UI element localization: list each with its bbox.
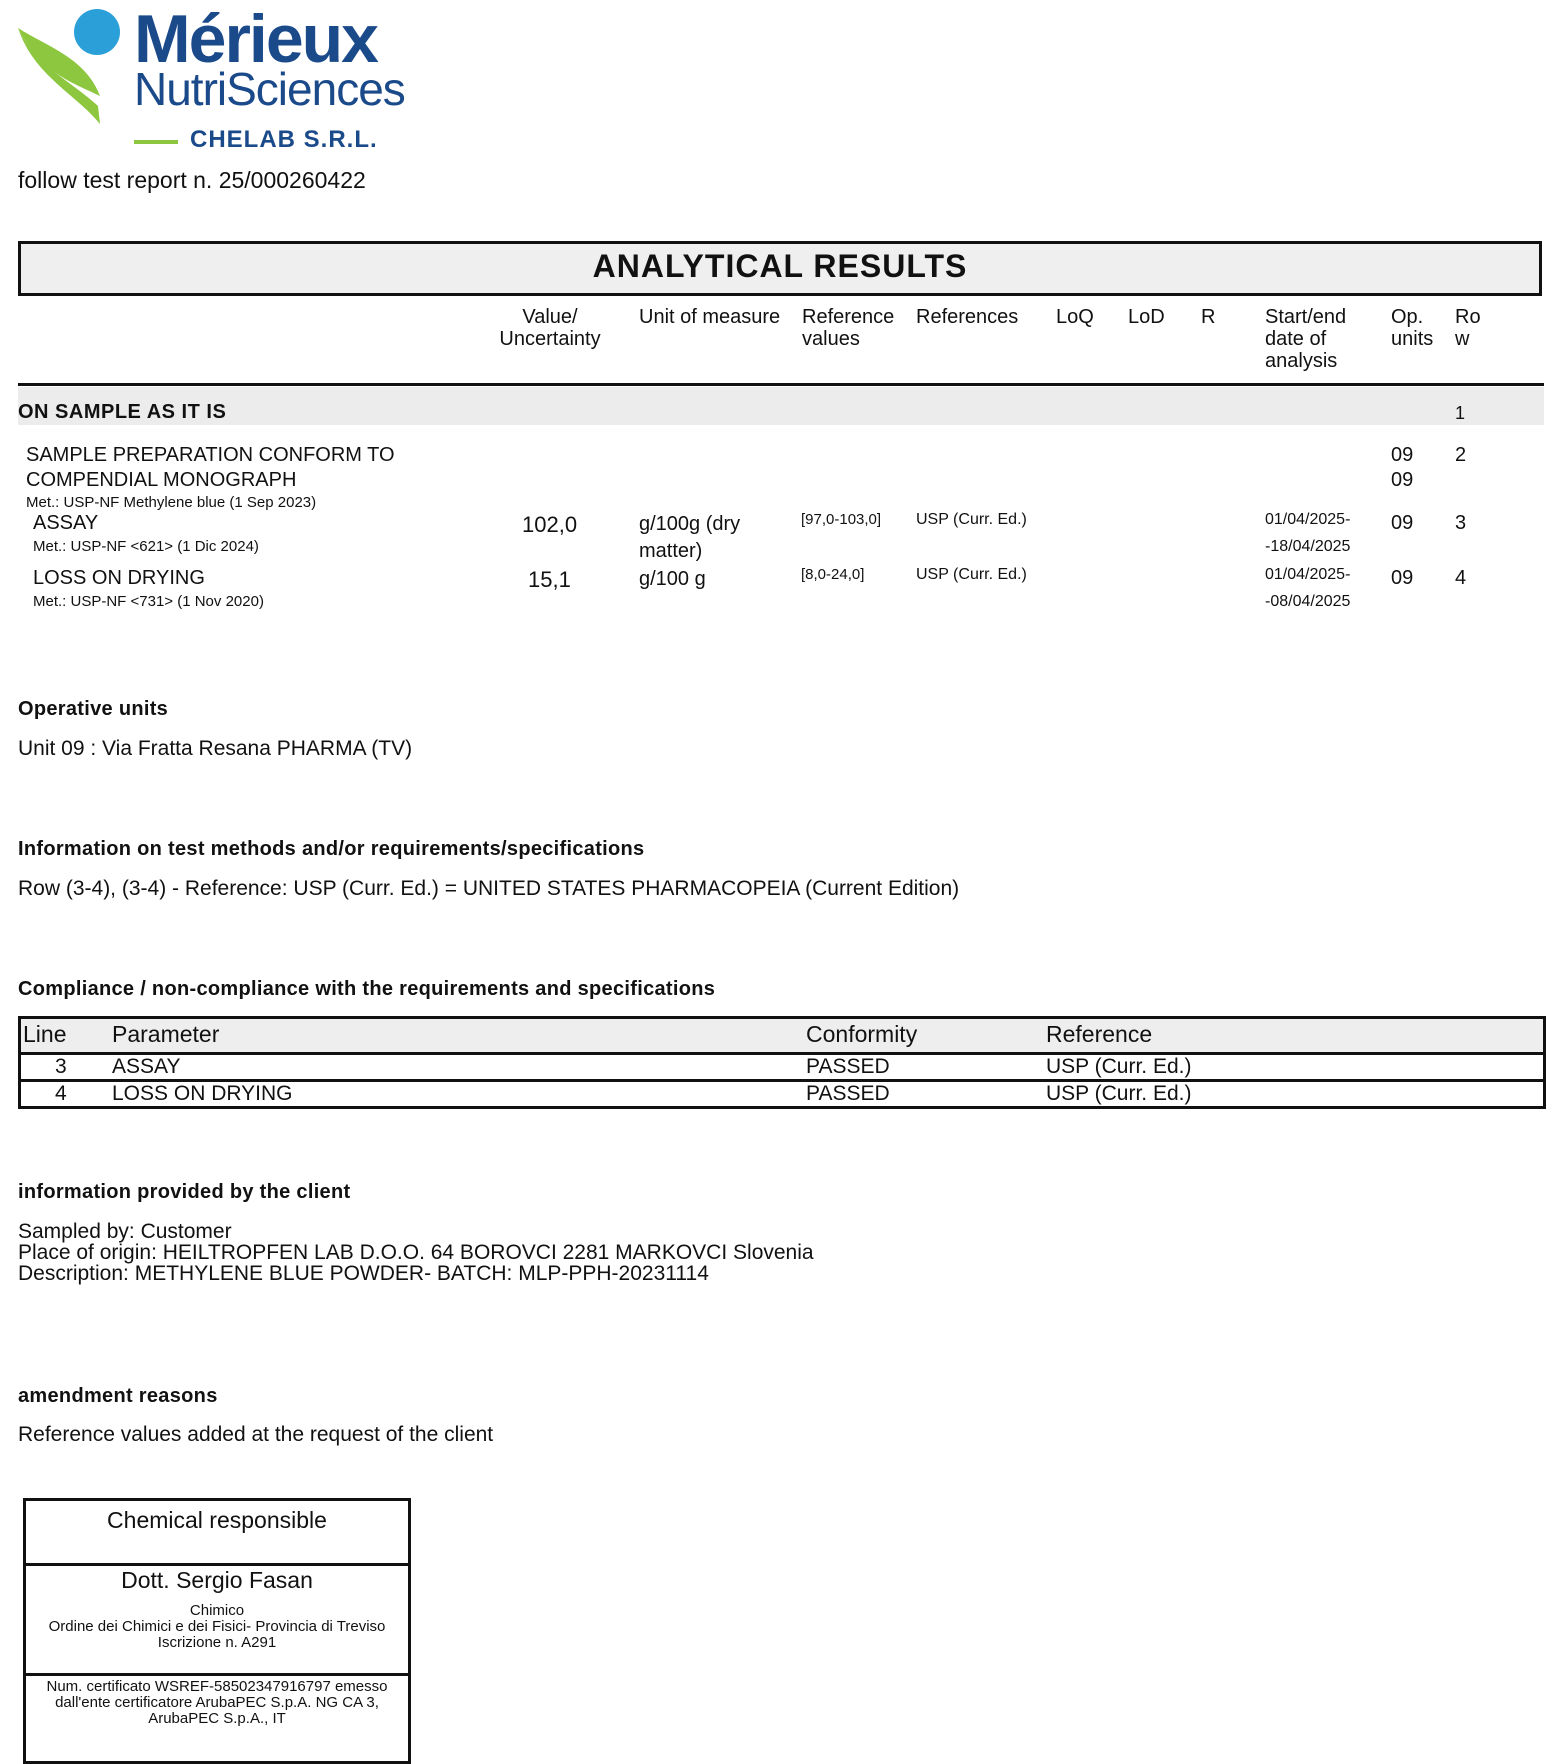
assay-reference-values: [97,0-103,0] — [801, 511, 882, 528]
col-header-value: Value/ Uncertainty — [499, 306, 601, 350]
compliance-reference: USP (Curr. Ed.) — [1046, 1055, 1192, 1078]
compliance-reference: USP (Curr. Ed.) — [1046, 1082, 1192, 1105]
brand-name-bottom: NutriSciences — [134, 63, 405, 115]
section-band — [18, 387, 1544, 425]
lod-reference-values: [8,0-24,0] — [801, 566, 865, 583]
assay-op: 09 — [1391, 512, 1414, 534]
client-description: Description: METHYLENE BLUE POWDER- BATCH: MLP-PPH-20231114 — [18, 1262, 709, 1285]
lod-op: 09 — [1391, 567, 1414, 589]
assay-name: ASSAY — [33, 512, 99, 534]
results-title-box — [18, 241, 1542, 296]
signature-order: Ordine dei Chimici e dei Fisici- Provincia di Treviso — [48, 1618, 386, 1635]
lod-method: Met.: USP-NF <731> (1 Nov 2020) — [33, 593, 264, 610]
signature-registration: Iscrizione n. A291 — [157, 1634, 277, 1651]
col-header-unit: Unit of measure — [639, 306, 781, 328]
table-row — [21, 1079, 1543, 1106]
compliance-heading: Compliance / non-compliance with the requirements and specifications — [18, 978, 716, 1000]
col-header-reference-values: Reference values — [802, 306, 895, 350]
amendment-text: Reference values added at the request of the client — [18, 1423, 494, 1446]
signature-divider — [26, 1563, 408, 1566]
signature-title: Chimico — [189, 1602, 245, 1619]
assay-row: 3 — [1455, 512, 1467, 534]
results-header-rule — [18, 383, 1544, 386]
compliance-table — [18, 1016, 1546, 1109]
col-header-dates: Start/end date of analysis — [1265, 306, 1347, 372]
compliance-line: 4 — [55, 1082, 67, 1105]
compliance-parameter: LOSS ON DRYING — [112, 1082, 293, 1105]
assay-date-end: -18/04/2025 — [1265, 538, 1351, 555]
table-row — [21, 1052, 1543, 1079]
section-label: ON SAMPLE AS IT IS — [18, 401, 227, 423]
lod-name: LOSS ON DRYING — [33, 567, 205, 589]
section-row-number: 1 — [1455, 403, 1466, 423]
certificate-line2: dall'ente certificatore ArubaPEC S.p.A. NG CA 3, — [55, 1694, 379, 1711]
logo-dash — [134, 140, 178, 144]
assay-method: Met.: USP-NF <621> (1 Dic 2024) — [33, 538, 259, 555]
lod-row: 4 — [1455, 567, 1467, 589]
assay-value: 102,0 — [522, 512, 578, 537]
assay-unit-2: matter) — [639, 540, 703, 562]
certificate-line1: Num. certificato WSREF-58502347916797 emesso — [46, 1678, 388, 1695]
prep-method: Met.: USP-NF Methylene blue (1 Sep 2023) — [26, 494, 317, 511]
report-reference: follow test report n. 25/000260422 — [18, 167, 366, 193]
operative-units-heading: Operative units — [18, 698, 169, 720]
compliance-col-reference: Reference — [1046, 1021, 1153, 1047]
prep-op-2: 09 — [1391, 469, 1414, 491]
col-header-r: R — [1201, 306, 1216, 328]
compliance-conformity: PASSED — [806, 1082, 890, 1105]
brand-name-top: Mérieux — [134, 1, 377, 77]
col-header-references: References — [916, 306, 1019, 328]
prep-row: 2 — [1455, 444, 1467, 466]
prep-name-line1: SAMPLE PREPARATION CONFORM TO — [26, 444, 395, 466]
leaf-logo-icon — [16, 6, 136, 126]
compliance-col-parameter: Parameter — [112, 1021, 220, 1047]
lod-date-start: 01/04/2025- — [1265, 566, 1351, 583]
col-header-row: Ro w — [1455, 306, 1481, 350]
lod-value: 15,1 — [528, 567, 571, 592]
client-origin: Place of origin: HEILTROPFEN LAB D.O.O. 64 BOROVCI 2281 MARKOVCI Slovenia — [18, 1241, 814, 1264]
compliance-table-header — [21, 1019, 1543, 1052]
compliance-conformity: PASSED — [806, 1055, 890, 1078]
lod-unit: g/100 g — [639, 568, 706, 590]
col-header-loq: LoQ — [1056, 306, 1094, 328]
signature-name: Dott. Sergio Fasan — [121, 1567, 313, 1593]
compliance-line: 3 — [55, 1055, 67, 1078]
client-sampled-by: Sampled by: Customer — [18, 1220, 232, 1243]
amendment-heading: amendment reasons — [18, 1385, 218, 1407]
operative-units-text: Unit 09 : Via Fratta Resana PHARMA (TV) — [18, 737, 413, 760]
lod-reference: USP (Curr. Ed.) — [916, 566, 1027, 583]
assay-unit-1: g/100g (dry — [639, 513, 741, 535]
certificate-line3: ArubaPEC S.p.A., IT — [148, 1710, 286, 1727]
prep-op-1: 09 — [1391, 444, 1414, 466]
compliance-col-conformity: Conformity — [806, 1021, 918, 1047]
methods-info-text: Row (3-4), (3-4) - Reference: USP (Curr. Ed.) = UNITED STATES PHARMACOPEIA (Current Edition) — [18, 877, 960, 900]
signature-box — [23, 1498, 411, 1764]
signature-role: Chemical responsible — [107, 1507, 327, 1533]
assay-reference: USP (Curr. Ed.) — [916, 511, 1027, 528]
client-info-heading: information provided by the client — [18, 1181, 351, 1203]
col-header-lod: LoD — [1128, 306, 1165, 328]
assay-date-start: 01/04/2025- — [1265, 511, 1351, 528]
company-logo — [16, 1, 416, 156]
prep-name-line2: COMPENDIAL MONOGRAPH — [26, 469, 297, 491]
results-title: ANALYTICAL RESULTS — [592, 248, 968, 284]
compliance-col-line: Line — [23, 1021, 67, 1047]
col-header-op-units: Op. units — [1391, 306, 1434, 350]
signature-divider — [26, 1673, 408, 1676]
compliance-parameter: ASSAY — [112, 1055, 181, 1078]
company-name: CHELAB S.R.L. — [190, 126, 378, 153]
lod-date-end: -08/04/2025 — [1265, 593, 1351, 610]
methods-info-heading: Information on test methods and/or requirements/specifications — [18, 838, 645, 860]
